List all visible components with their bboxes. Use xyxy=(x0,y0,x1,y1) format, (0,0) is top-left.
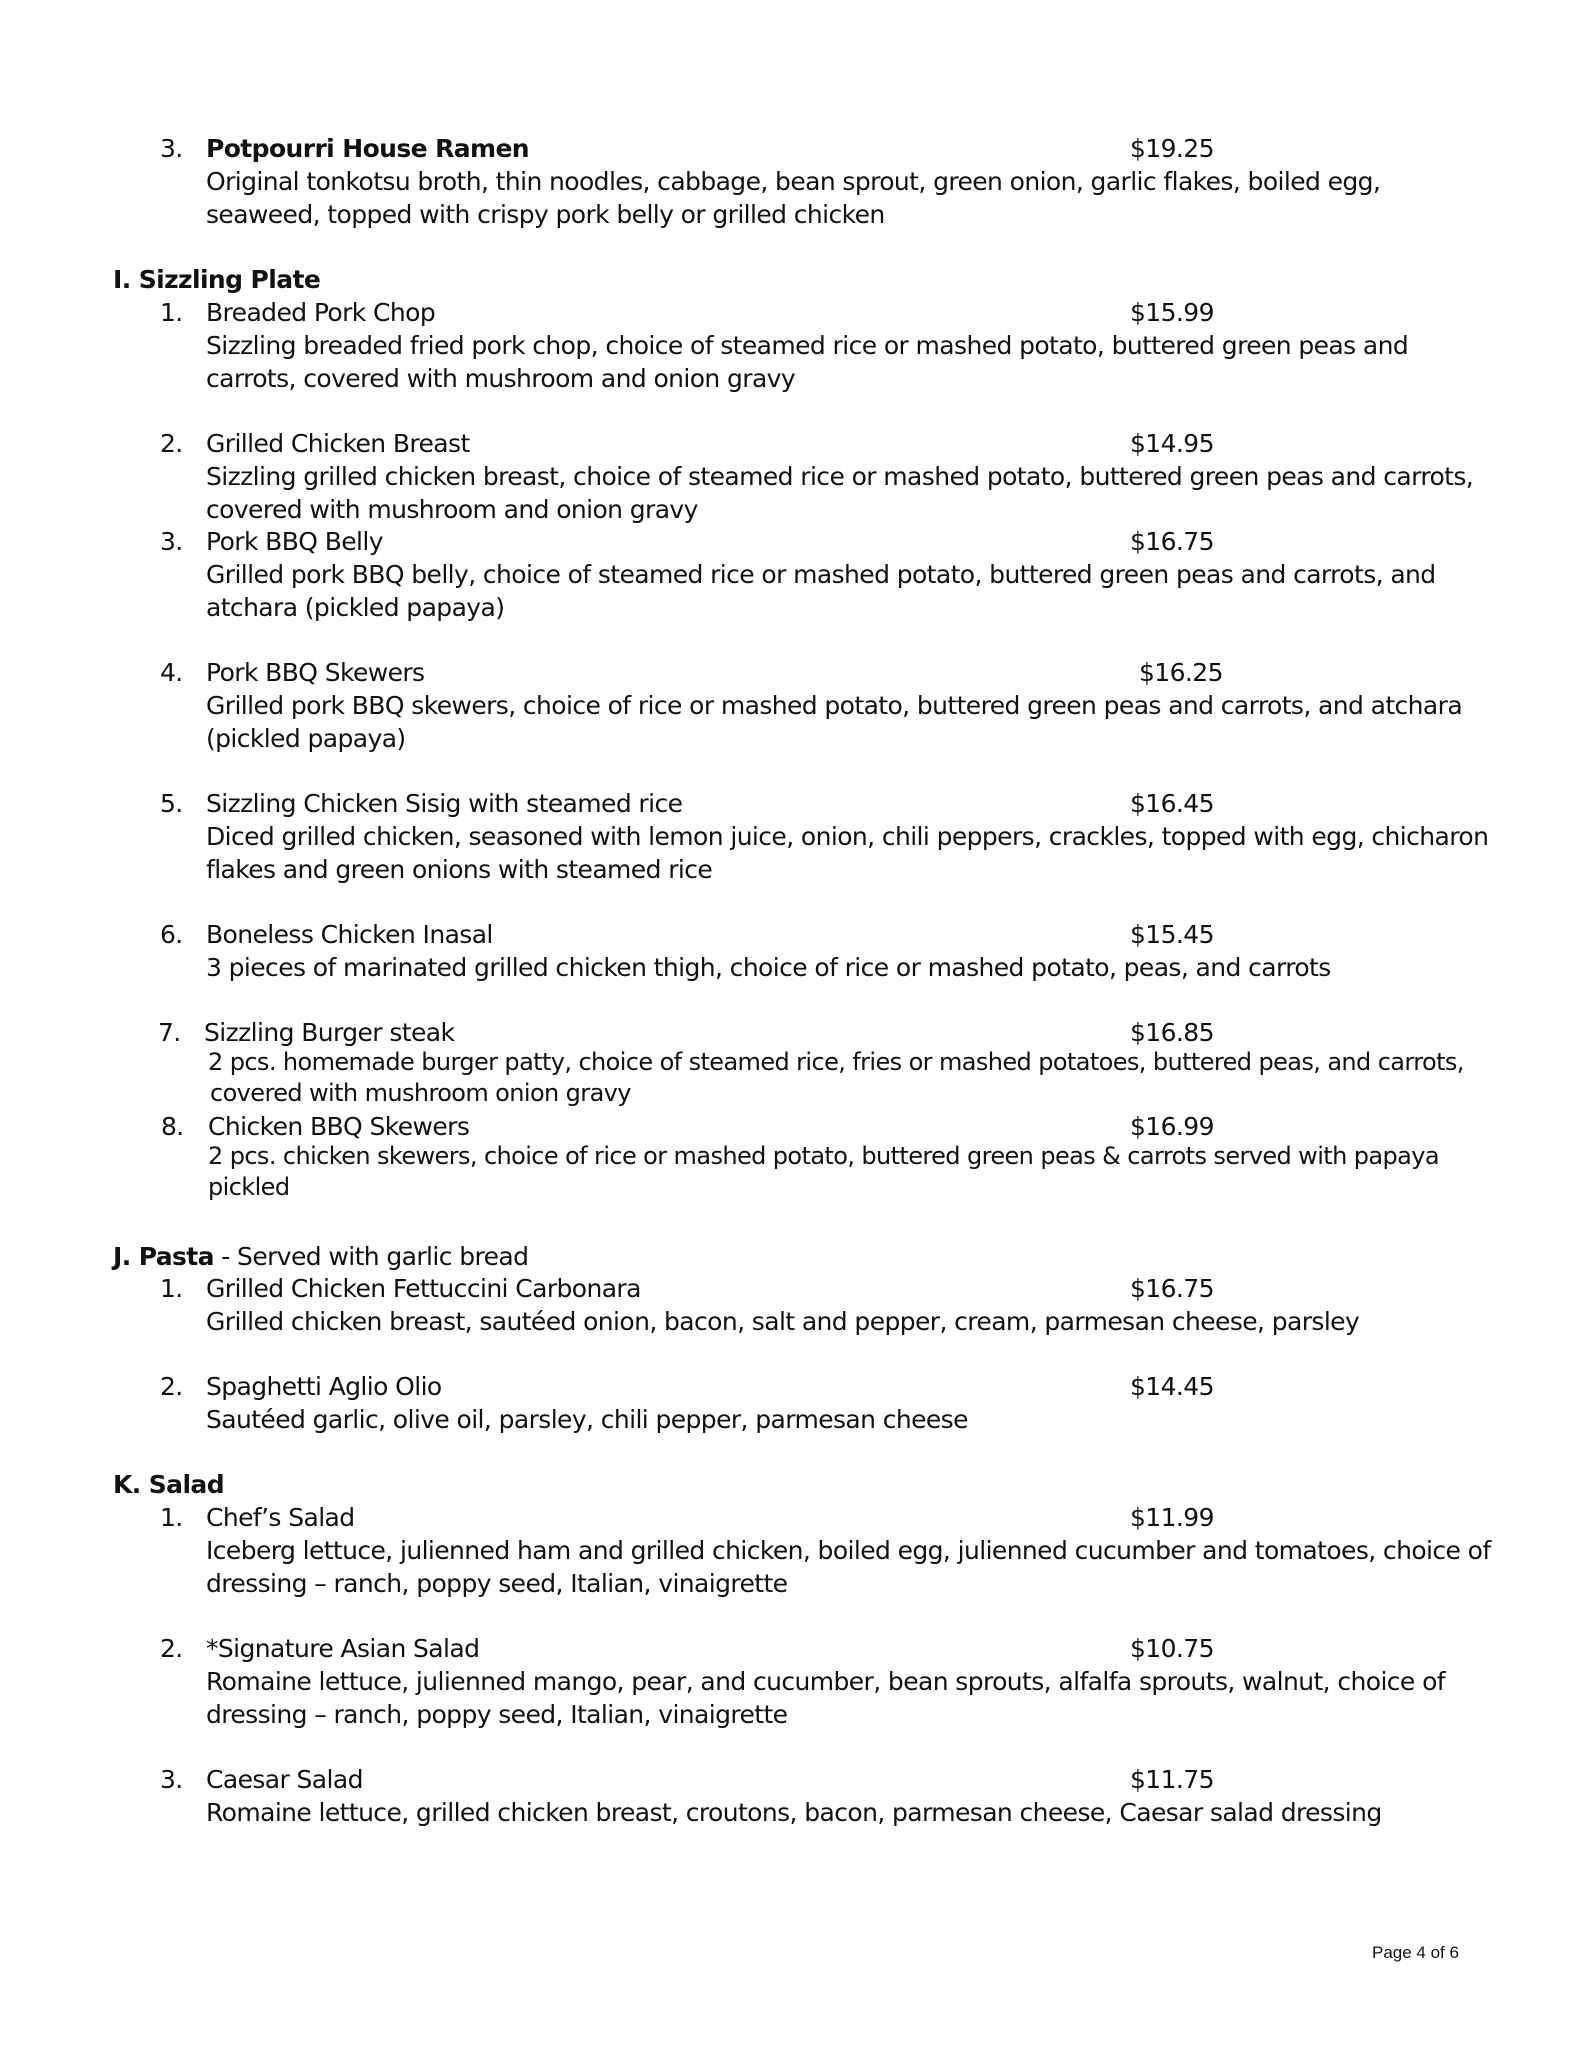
item-number: 8. xyxy=(161,1112,184,1141)
item-name: Potpourri House Ramen xyxy=(206,134,530,163)
item-name: Sizzling Burger steak xyxy=(204,1018,455,1047)
section-heading-pasta xyxy=(113,1240,528,1273)
section-subtitle: - Served with garlic bread xyxy=(213,1242,529,1271)
item-description: Romaine lettuce, julienned mango, pear, and cucumber, bean sprouts, alfalfa sprouts, walnut, choice of dressing – ranch, poppy seed, Italian, vinaigrette xyxy=(206,1667,1445,1729)
item-description: Sizzling grilled chicken breast, choice of steamed rice or mashed potato, buttered green peas and carrots, covered with mushroom and onion gravy xyxy=(206,462,1474,524)
item-name: Pork BBQ Belly xyxy=(206,527,383,556)
item-number: 7. xyxy=(158,1018,181,1047)
item-price: $16.85 xyxy=(1130,1018,1214,1047)
section-title: I. Sizzling Plate xyxy=(113,265,321,294)
item-name: Chef’s Salad xyxy=(206,1503,355,1532)
item-description: Grilled chicken breast, sautéed onion, bacon, salt and pepper, cream, parmesan cheese, parsley xyxy=(206,1307,1360,1336)
item-price: $11.99 xyxy=(1130,1503,1214,1532)
item-price: $11.75 xyxy=(1130,1765,1214,1794)
item-name: Pork BBQ Skewers xyxy=(206,658,425,687)
item-number: 2. xyxy=(160,429,183,458)
section-heading-salad xyxy=(113,1468,224,1501)
item-number: 2. xyxy=(160,1372,183,1401)
item-description: Grilled pork BBQ belly, choice of steamed rice or mashed potato, buttered green peas and carrots, and atchara (pickled papaya) xyxy=(206,560,1436,622)
item-number: 4. xyxy=(160,658,183,687)
item-name: Grilled Chicken Fettuccini Carbonara xyxy=(206,1274,641,1303)
item-name: Boneless Chicken Inasal xyxy=(206,920,493,949)
item-name: Spaghetti Aglio Olio xyxy=(206,1372,442,1401)
item-price: $16.75 xyxy=(1130,1274,1214,1303)
item-description: Sautéed garlic, olive oil, parsley, chili pepper, parmesan cheese xyxy=(206,1405,968,1434)
item-number: 5. xyxy=(160,789,183,818)
item-price: $16.99 xyxy=(1130,1112,1214,1141)
item-description: Original tonkotsu broth, thin noodles, cabbage, bean sprout, green onion, garlic flakes, boiled egg, seaweed, topped with crispy pork belly or grilled chicken xyxy=(206,167,1381,229)
page-number: Page 4 of 6 xyxy=(1372,1943,1459,1962)
item-number: 3. xyxy=(160,527,183,556)
item-price: $19.25 xyxy=(1130,134,1214,163)
item-number: 1. xyxy=(160,1503,183,1532)
item-price: $15.99 xyxy=(1130,298,1214,327)
item-number: 1. xyxy=(160,298,183,327)
item-description: Iceberg lettuce, julienned ham and grilled chicken, boiled egg, julienned cucumber and tomatoes, choice of dressing – ranch, poppy seed, Italian, vinaigrette xyxy=(206,1536,1491,1598)
item-description: Grilled pork BBQ skewers, choice of rice or mashed potato, buttered green peas and carrots, and atchara (pickled papaya) xyxy=(206,691,1463,753)
item-price: $14.45 xyxy=(1130,1372,1214,1401)
item-name: Breaded Pork Chop xyxy=(206,298,436,327)
item-price: $16.25 xyxy=(1139,658,1223,687)
item-name: Grilled Chicken Breast xyxy=(206,429,470,458)
item-price: $10.75 xyxy=(1130,1634,1214,1663)
item-description: Romaine lettuce, grilled chicken breast, croutons, bacon, parmesan cheese, Caesar salad dressing xyxy=(206,1798,1382,1827)
section-title: K. Salad xyxy=(113,1470,224,1499)
item-description: 3 pieces of marinated grilled chicken thigh, choice of rice or mashed potato, peas, and carrots xyxy=(206,953,1331,982)
item-description: Sizzling breaded fried pork chop, choice of steamed rice or mashed potato, buttered green peas and carrots, covered with mushroom and onion gravy xyxy=(206,331,1409,393)
item-price: $15.45 xyxy=(1130,920,1214,949)
section-title: J. Pasta xyxy=(113,1242,214,1271)
item-description: Diced grilled chicken, seasoned with lemon juice, onion, chili peppers, crackles, topped with egg, chicharon flakes and green onions with steamed rice xyxy=(206,822,1489,884)
item-description: 2 pcs. chicken skewers, choice of rice or mashed potato, buttered green peas & carrots served with papaya pickled xyxy=(208,1142,1439,1201)
item-number: 1. xyxy=(160,1274,183,1303)
item-name: Sizzling Chicken Sisig with steamed rice xyxy=(206,789,683,818)
item-number: 3. xyxy=(160,134,183,163)
item-price: $14.95 xyxy=(1130,429,1214,458)
item-name: *Signature Asian Salad xyxy=(206,1634,480,1663)
section-heading-sizzling-plate xyxy=(113,263,320,296)
item-description: 2 pcs. homemade burger patty, choice of steamed rice, fries or mashed potatoes, buttered peas, and carrots, covered with mushroom onion gravy xyxy=(208,1048,1464,1107)
item-price: $16.75 xyxy=(1130,527,1214,556)
item-name: Caesar Salad xyxy=(206,1765,363,1794)
item-number: 6. xyxy=(160,920,183,949)
item-price: $16.45 xyxy=(1130,789,1214,818)
item-number: 3. xyxy=(160,1765,183,1794)
item-name: Chicken BBQ Skewers xyxy=(208,1112,470,1141)
item-number: 2. xyxy=(160,1634,183,1663)
